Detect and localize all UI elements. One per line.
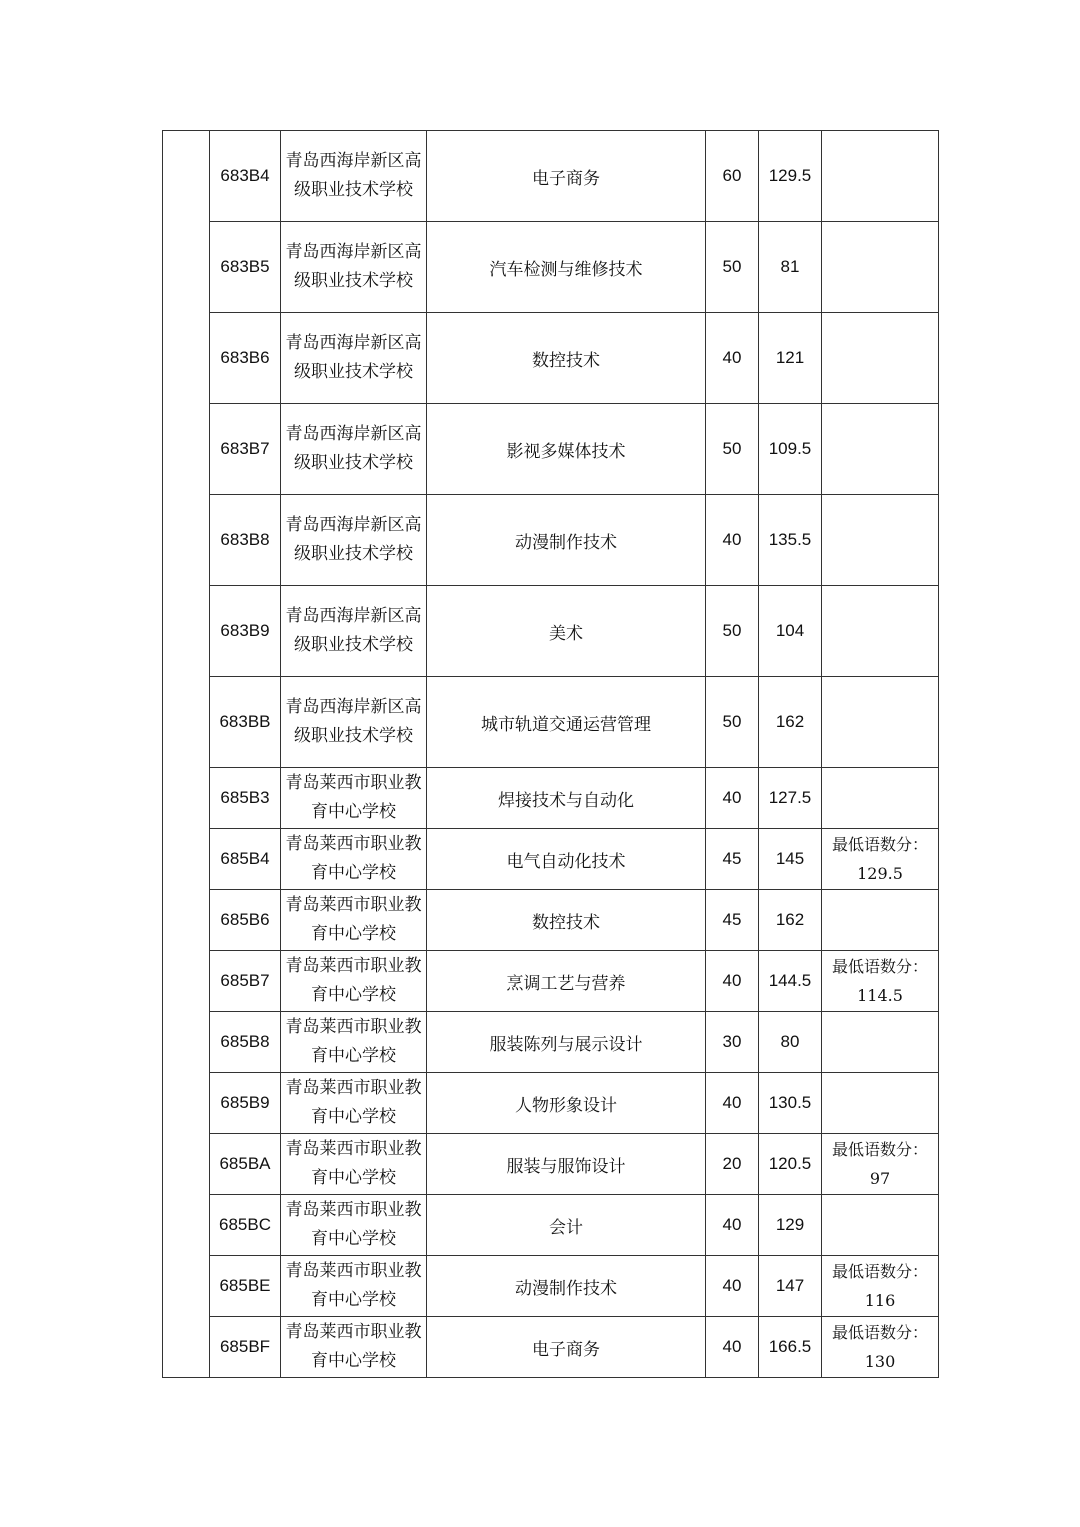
table-row	[163, 1134, 939, 1195]
school-code-cell: 683B6	[210, 313, 281, 404]
plan-count-cell: 20	[706, 1134, 759, 1195]
min-score-cell: 129	[759, 1195, 822, 1256]
table-row	[163, 586, 939, 677]
school-code-cell: 685B6	[210, 890, 281, 951]
major-name-cell: 城市轨道交通运营管理	[427, 677, 706, 768]
remark-cell: 最低语数分：97	[822, 1134, 939, 1195]
major-name-cell: 会计	[427, 1195, 706, 1256]
major-name-cell: 服装与服饰设计	[427, 1134, 706, 1195]
school-name-cell: 青岛莱西市职业教育中心学校	[281, 890, 427, 951]
min-score-cell: 120.5	[759, 1134, 822, 1195]
plan-count-cell: 45	[706, 890, 759, 951]
remark-cell: 最低语数分：130	[822, 1317, 939, 1378]
school-name-cell: 青岛莱西市职业教育中心学校	[281, 1195, 427, 1256]
plan-count-cell: 30	[706, 1012, 759, 1073]
plan-count-cell: 50	[706, 586, 759, 677]
school-code-cell: 683BB	[210, 677, 281, 768]
remark-cell	[822, 1012, 939, 1073]
table-row	[163, 677, 939, 768]
school-name-cell: 青岛西海岸新区高级职业技术学校	[281, 131, 427, 222]
major-name-cell: 动漫制作技术	[427, 495, 706, 586]
school-name-cell: 青岛莱西市职业教育中心学校	[281, 1317, 427, 1378]
plan-count-cell: 40	[706, 1256, 759, 1317]
table-row	[163, 1256, 939, 1317]
table-row	[163, 131, 939, 222]
admission-score-table	[162, 130, 939, 1378]
school-code-cell: 685B9	[210, 1073, 281, 1134]
min-score-cell: 162	[759, 890, 822, 951]
plan-count-cell: 40	[706, 1195, 759, 1256]
school-name-cell: 青岛莱西市职业教育中心学校	[281, 1012, 427, 1073]
table-row	[163, 951, 939, 1012]
remark-cell	[822, 495, 939, 586]
plan-count-cell: 40	[706, 1073, 759, 1134]
plan-count-cell: 40	[706, 495, 759, 586]
major-name-cell: 人物形象设计	[427, 1073, 706, 1134]
remark-cell	[822, 677, 939, 768]
min-score-cell: 127.5	[759, 768, 822, 829]
table-row	[163, 890, 939, 951]
major-name-cell: 电气自动化技术	[427, 829, 706, 890]
remark-cell: 最低语数分：114.5	[822, 951, 939, 1012]
min-score-cell: 144.5	[759, 951, 822, 1012]
school-code-cell: 683B8	[210, 495, 281, 586]
major-name-cell: 焊接技术与自动化	[427, 768, 706, 829]
plan-count-cell: 40	[706, 768, 759, 829]
table-row	[163, 1317, 939, 1378]
remark-cell	[822, 1073, 939, 1134]
school-name-cell: 青岛莱西市职业教育中心学校	[281, 1256, 427, 1317]
school-code-cell: 685BA	[210, 1134, 281, 1195]
major-name-cell: 汽车检测与维修技术	[427, 222, 706, 313]
table-row	[163, 1195, 939, 1256]
plan-count-cell: 45	[706, 829, 759, 890]
min-score-cell: 130.5	[759, 1073, 822, 1134]
school-name-cell: 青岛西海岸新区高级职业技术学校	[281, 313, 427, 404]
min-score-cell: 80	[759, 1012, 822, 1073]
remark-cell	[822, 768, 939, 829]
min-score-cell: 147	[759, 1256, 822, 1317]
min-score-cell: 121	[759, 313, 822, 404]
school-code-cell: 685BE	[210, 1256, 281, 1317]
major-name-cell: 影视多媒体技术	[427, 404, 706, 495]
school-code-cell: 685BC	[210, 1195, 281, 1256]
school-name-cell: 青岛莱西市职业教育中心学校	[281, 1134, 427, 1195]
school-name-cell: 青岛莱西市职业教育中心学校	[281, 951, 427, 1012]
plan-count-cell: 50	[706, 404, 759, 495]
plan-count-cell: 40	[706, 1317, 759, 1378]
school-name-cell: 青岛西海岸新区高级职业技术学校	[281, 222, 427, 313]
remark-cell	[822, 1195, 939, 1256]
plan-count-cell: 40	[706, 951, 759, 1012]
remark-cell	[822, 586, 939, 677]
remark-cell: 最低语数分：116	[822, 1256, 939, 1317]
min-score-cell: 109.5	[759, 404, 822, 495]
table-body	[163, 131, 939, 1378]
table-row	[163, 495, 939, 586]
remark-cell: 最低语数分：129.5	[822, 829, 939, 890]
min-score-cell: 162	[759, 677, 822, 768]
school-code-cell: 683B5	[210, 222, 281, 313]
school-code-cell: 685B8	[210, 1012, 281, 1073]
table-row	[163, 404, 939, 495]
remark-cell	[822, 313, 939, 404]
min-score-cell: 166.5	[759, 1317, 822, 1378]
school-code-cell: 685B3	[210, 768, 281, 829]
major-name-cell: 烹调工艺与营养	[427, 951, 706, 1012]
table-row	[163, 313, 939, 404]
remark-cell	[822, 222, 939, 313]
school-name-cell: 青岛莱西市职业教育中心学校	[281, 829, 427, 890]
school-code-cell: 683B9	[210, 586, 281, 677]
min-score-cell: 104	[759, 586, 822, 677]
major-name-cell: 电子商务	[427, 1317, 706, 1378]
major-name-cell: 数控技术	[427, 313, 706, 404]
min-score-cell: 81	[759, 222, 822, 313]
school-name-cell: 青岛西海岸新区高级职业技术学校	[281, 495, 427, 586]
school-name-cell: 青岛西海岸新区高级职业技术学校	[281, 586, 427, 677]
table-row	[163, 1073, 939, 1134]
school-name-cell: 青岛西海岸新区高级职业技术学校	[281, 677, 427, 768]
school-code-cell: 683B4	[210, 131, 281, 222]
plan-count-cell: 50	[706, 677, 759, 768]
major-name-cell: 动漫制作技术	[427, 1256, 706, 1317]
remark-cell	[822, 131, 939, 222]
school-code-cell: 685B7	[210, 951, 281, 1012]
table-row	[163, 768, 939, 829]
min-score-cell: 129.5	[759, 131, 822, 222]
major-name-cell: 服装陈列与展示设计	[427, 1012, 706, 1073]
table-row	[163, 222, 939, 313]
school-name-cell: 青岛莱西市职业教育中心学校	[281, 768, 427, 829]
school-name-cell: 青岛莱西市职业教育中心学校	[281, 1073, 427, 1134]
table-row	[163, 1012, 939, 1073]
school-code-cell: 685BF	[210, 1317, 281, 1378]
school-name-cell: 青岛西海岸新区高级职业技术学校	[281, 404, 427, 495]
remark-cell	[822, 404, 939, 495]
major-name-cell: 数控技术	[427, 890, 706, 951]
remark-cell	[822, 890, 939, 951]
major-name-cell: 电子商务	[427, 131, 706, 222]
min-score-cell: 135.5	[759, 495, 822, 586]
plan-count-cell: 50	[706, 222, 759, 313]
table-row	[163, 829, 939, 890]
min-score-cell: 145	[759, 829, 822, 890]
school-code-cell: 683B7	[210, 404, 281, 495]
plan-count-cell: 40	[706, 313, 759, 404]
plan-count-cell: 60	[706, 131, 759, 222]
school-code-cell: 685B4	[210, 829, 281, 890]
category-cell	[163, 131, 210, 1378]
major-name-cell: 美术	[427, 586, 706, 677]
